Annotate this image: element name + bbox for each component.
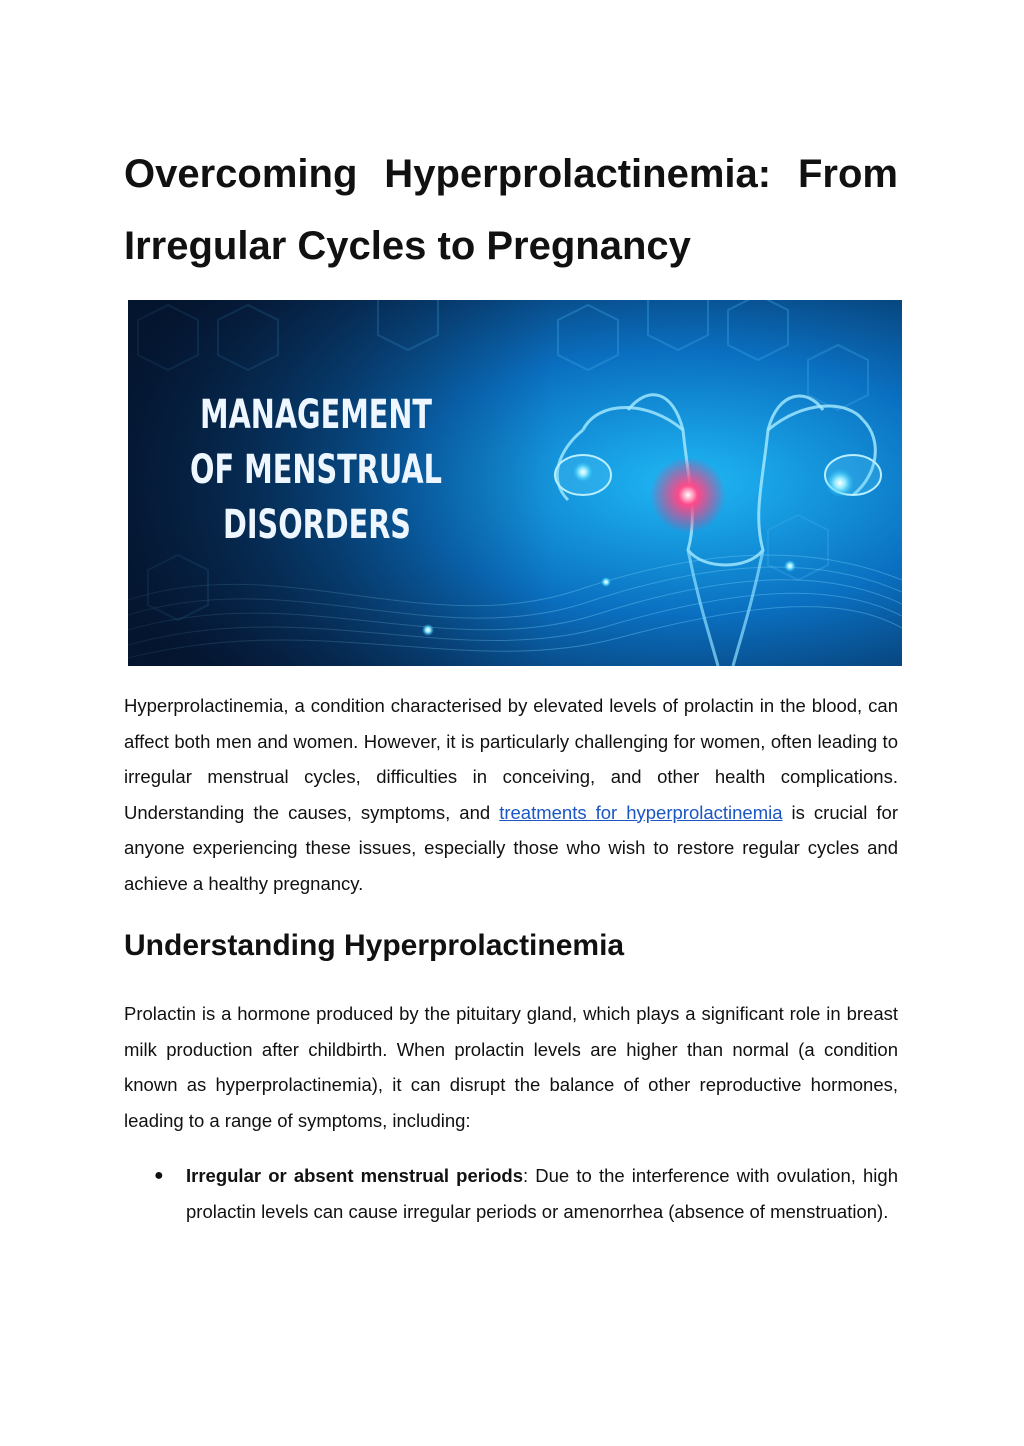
page-title: Overcoming Hyperprolactinemia: From Irregular Cycles to Pregnancy xyxy=(124,152,898,268)
intro-text-before-link: Hyperprolactinemia, a condition characterised by elevated levels of prolactin in the blood, can affect both men and women. However, it is particularly challenging for women, often leading to irregular menstrual cycles, difficulties in conceiving, and other health complications. Understanding the causes, symptoms, and xyxy=(124,695,898,823)
intro-paragraph xyxy=(124,688,898,901)
hero-text-line-3: DISORDERS xyxy=(223,502,411,548)
section-paragraph: Prolactin is a hormone produced by the pituitary gland, which plays a significant role in breast milk production after childbirth. When prolactin levels are higher than normal (a condition known as hyperprolactinemia), it can disrupt the balance of other reproductive hormones, leading to a range of symptoms, including: xyxy=(124,1003,898,1131)
hero-image xyxy=(128,300,902,666)
section-heading: Understanding Hyperprolactinemia xyxy=(124,929,625,962)
hero-text-line-2: OF MENSTRUAL xyxy=(190,447,442,493)
intro-text-after-link: is crucial for anyone experiencing these issues, especially those who wish to restore regular cycles and achieve a healthy pregnancy. xyxy=(124,801,898,894)
bullet-marker: ● xyxy=(154,1167,164,1184)
list-item xyxy=(124,1158,898,1229)
hero-text-line-1: MANAGEMENT xyxy=(200,392,433,438)
uterus-illustration-icon xyxy=(128,300,902,666)
symptom-list xyxy=(124,1158,898,1229)
treatments-link[interactable]: treatments for hyperprolactinemia xyxy=(499,801,783,823)
list-item-title: Irregular or absent menstrual periods xyxy=(186,1165,523,1186)
list-item-text: : Due to the interference with ovulation, high prolactin levels can cause irregular periods or amenorrhea (absence of menstruation). xyxy=(186,1165,898,1222)
